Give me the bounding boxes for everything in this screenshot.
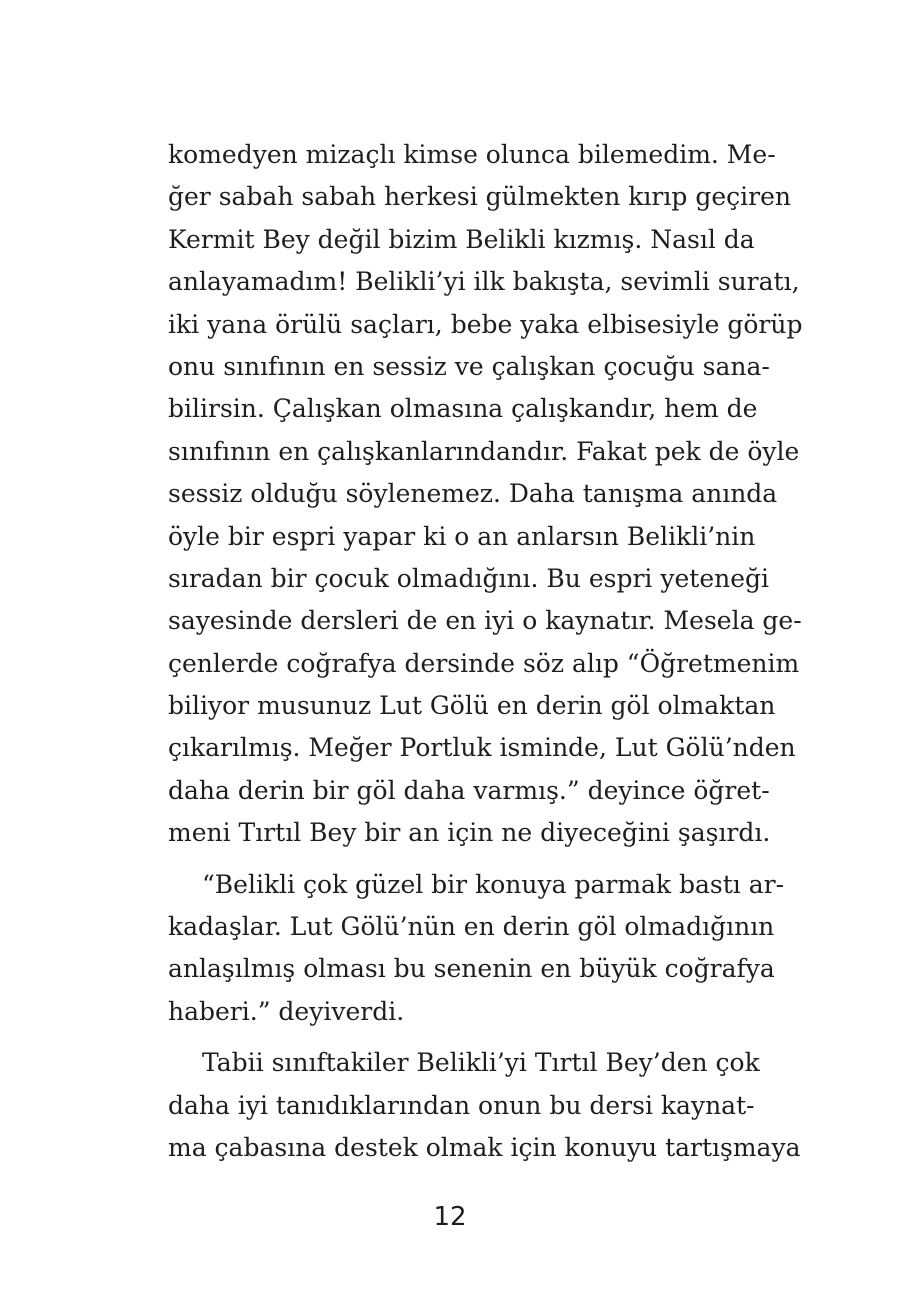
text-line: sınıfının en çalışkanlarındandır. Fakat pek de öyle xyxy=(168,436,800,466)
paragraph-spacing xyxy=(168,855,716,864)
page-number: 12 xyxy=(433,1202,467,1232)
text-line: ma çabasına destek olmak için konuyu tartışmaya xyxy=(168,1132,801,1162)
text-line: haberi.” deyiverdi. xyxy=(168,996,405,1026)
paragraph xyxy=(168,864,785,1034)
text-line: Kermit Bey değil bizim Belikli kızmış. Nasıl da xyxy=(168,224,755,254)
text-line: sessiz olduğu söylenemez. Daha tanışma anında xyxy=(168,479,778,509)
text-line: çıkarılmış. Meğer Portluk isminde, Lut Gölü’nden xyxy=(168,733,796,763)
text-line: meni Tırtıl Bey bir an için ne diyeceğini şaşırdı. xyxy=(168,818,771,848)
text-line: sıradan bir çocuk olmadığını. Bu espri yeteneği xyxy=(168,563,770,593)
paragraph-spacing xyxy=(168,1033,716,1042)
text-line: ğer sabah sabah herkesi gülmekten kırıp geçiren xyxy=(168,182,791,212)
paragraph xyxy=(168,134,803,855)
text-line: öyle bir espri yapar ki o an anlarsın Belikli’nin xyxy=(168,521,756,551)
text-line: daha iyi tanıdıklarından onun bu dersi kaynat- xyxy=(168,1090,755,1120)
text-line: iki yana örülü saçları, bebe yaka elbisesiyle görüp xyxy=(168,309,803,339)
text-line: Tabii sınıftakiler Belikli’yi Tırtıl Bey’den çok xyxy=(202,1048,760,1078)
text-line: çenlerde coğrafya dersinde söz alıp “Öğretmenim xyxy=(168,648,800,678)
paragraph xyxy=(168,1042,801,1169)
text-line: komedyen mizaçlı kimse olunca bilemedim. Me- xyxy=(168,140,776,169)
body-text xyxy=(168,134,803,1169)
text-line: anlaşılmış olması bu senenin en büyük coğrafya xyxy=(168,954,775,984)
text-line: biliyor musunuz Lut Gölü en derin göl olmaktan xyxy=(168,691,776,721)
text-line: bilirsin. Çalışkan olmasına çalışkandır, hem de xyxy=(168,394,758,424)
text-line: sayesinde dersleri de en iyi o kaynatır. Mesela ge- xyxy=(168,606,802,636)
text-line: anlayamadım! Belikli’yi ilk bakışta, sevimli suratı, xyxy=(168,267,800,297)
text-line: daha derin bir göl daha varmış.” deyince öğret- xyxy=(168,775,770,805)
text-line: onu sınıfının en sessiz ve çalışkan çocuğu sana- xyxy=(168,351,770,381)
text-line: kadaşlar. Lut Gölü’nün en derin göl olmadığının xyxy=(168,912,775,942)
text-line: “Belikli çok güzel bir konuya parmak bastı ar- xyxy=(202,869,785,899)
